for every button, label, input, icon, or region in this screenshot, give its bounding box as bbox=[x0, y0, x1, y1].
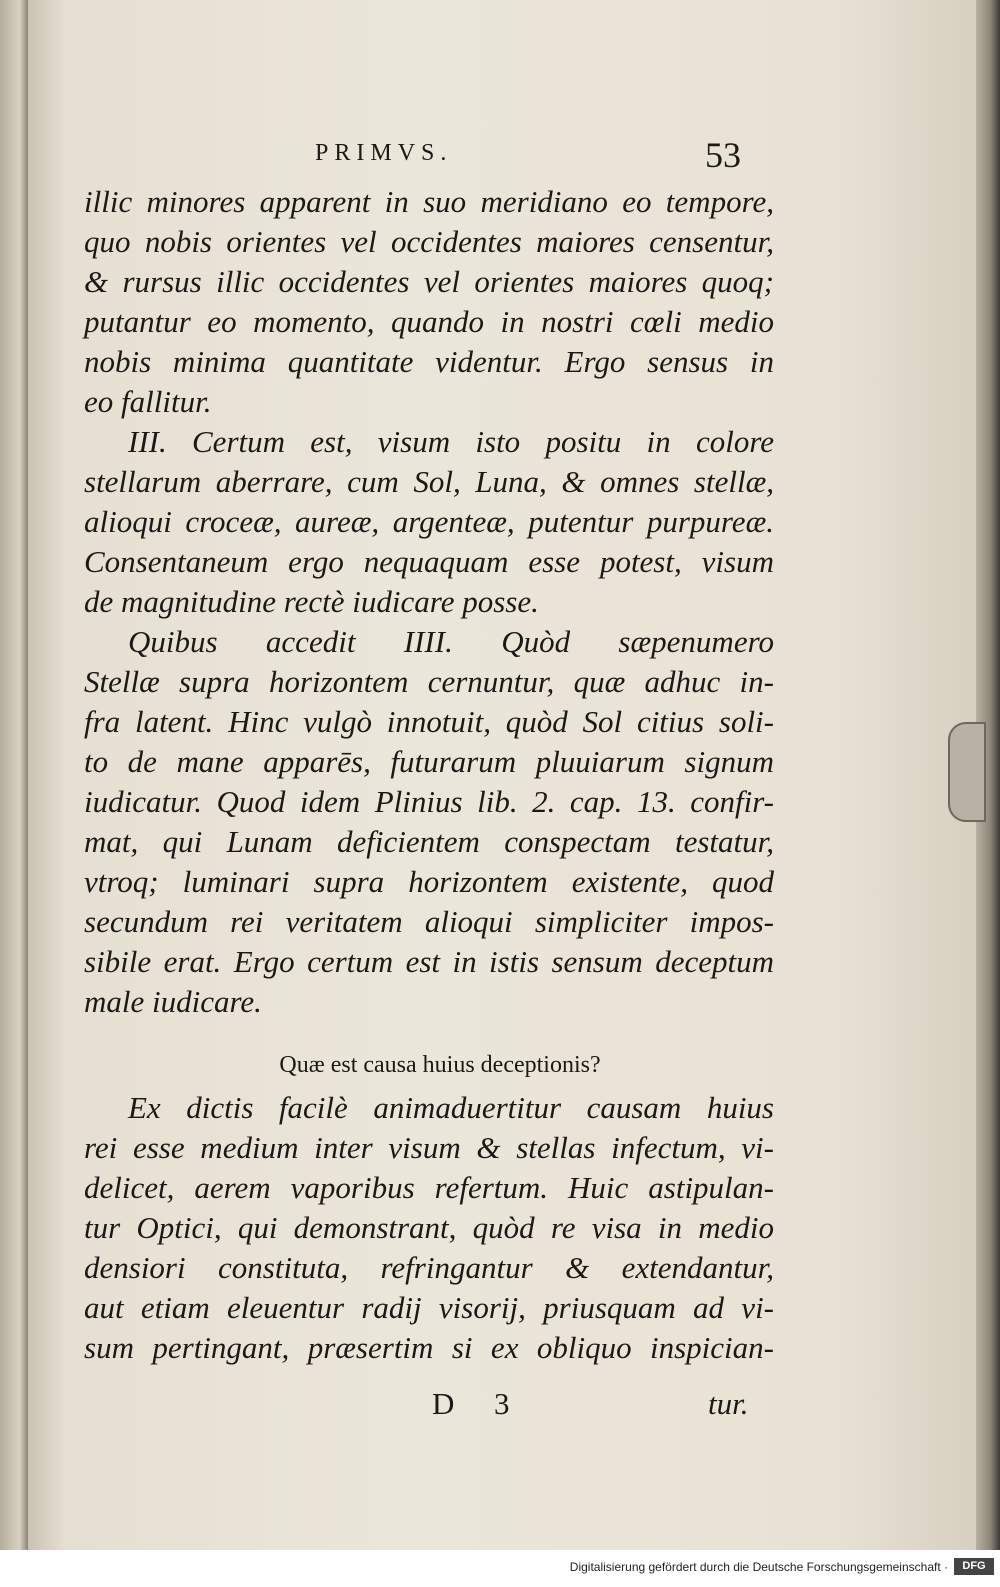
body-text-2 bbox=[84, 1088, 774, 1368]
text-line: tur Optici, qui demonstrant, quòd re visa in medio bbox=[84, 1210, 774, 1245]
text-line: stellarum aberrare, cum Sol, Luna, & omnes stellæ, bbox=[84, 464, 774, 499]
book-page bbox=[28, 0, 976, 1550]
page-number: 53 bbox=[705, 135, 741, 175]
text-line: Quibus accedit IIII. Quòd sæpenumero bbox=[128, 624, 774, 659]
text-line: sum pertingant, præsertim si ex obliquo inspician- bbox=[84, 1330, 774, 1365]
text-line: aut etiam eleuentur radij visorij, priusquam ad vi- bbox=[84, 1290, 774, 1325]
text-line: to de mane apparēs, futurarum pluuiarum signum bbox=[84, 744, 774, 779]
text-line: rei esse medium inter visum & stellas infectum, vi- bbox=[84, 1130, 774, 1165]
funding-credit: Digitalisierung gefördert durch die Deutsche Forschungsgemeinschaft · bbox=[569, 1560, 948, 1574]
section-heading: Quæ est causa huius deceptionis? bbox=[279, 1052, 601, 1078]
dfg-logo: DFG bbox=[954, 1558, 994, 1575]
catchword: tur. bbox=[708, 1386, 749, 1421]
text-line: male iudicare. bbox=[84, 984, 262, 1019]
text-line: de magnitudine rectè iudicare posse. bbox=[84, 584, 539, 619]
text-line: secundum rei veritatem alioqui simpliciter impos- bbox=[84, 904, 774, 939]
text-line: illic minores apparent in suo meridiano eo tempore, bbox=[84, 184, 774, 219]
text-line: densiori constituta, refringantur & extendantur, bbox=[84, 1250, 774, 1285]
text-line: Stellæ supra horizontem cernuntur, quæ adhuc in- bbox=[84, 664, 774, 699]
text-line: & rursus illic occidentes vel orientes maiores quoq; bbox=[84, 264, 774, 299]
text-line: fra latent. Hinc vulgò innotuit, quòd Sol citius soli- bbox=[84, 704, 774, 739]
text-line: III. Certum est, visum isto positu in colore bbox=[128, 424, 774, 459]
page-header bbox=[28, 135, 976, 180]
text-line: Consentaneum ergo nequaquam esse potest, visum bbox=[84, 544, 774, 579]
signature-mark: D bbox=[432, 1386, 455, 1421]
text-line: mat, qui Lunam deficientem conspectam testatur, bbox=[84, 824, 774, 859]
text-line: nobis minima quantitate videntur. Ergo sensus in bbox=[84, 344, 774, 379]
text-line: alioqui croceæ, aureæ, argenteæ, putentur purpureæ. bbox=[84, 504, 774, 539]
text-line: eo fallitur. bbox=[84, 384, 212, 419]
signature-number: 3 bbox=[494, 1386, 510, 1421]
book-clasp bbox=[948, 722, 986, 822]
text-line: delicet, aerem vaporibus refertum. Huic astipulan- bbox=[84, 1170, 774, 1205]
footer-bar bbox=[0, 1550, 1000, 1587]
text-line: putantur eo momento, quando in nostri cœli medio bbox=[84, 304, 774, 339]
body-text bbox=[84, 182, 774, 1022]
text-line: sibile erat. Ergo certum est in istis sensum deceptum bbox=[84, 944, 774, 979]
text-line: Ex dictis facilè animaduertitur causam huius bbox=[128, 1090, 774, 1125]
text-line: quo nobis orientes vel occidentes maiores censentur, bbox=[84, 224, 774, 259]
text-line: iudicatur. Quod idem Plinius lib. 2. cap. 13. confir- bbox=[84, 784, 774, 819]
running-head: PRIMVS. bbox=[315, 140, 453, 166]
previous-page-edge bbox=[0, 0, 28, 1550]
text-line: vtroq; luminari supra horizontem existente, quod bbox=[84, 864, 774, 899]
signature-line bbox=[28, 1386, 976, 1426]
